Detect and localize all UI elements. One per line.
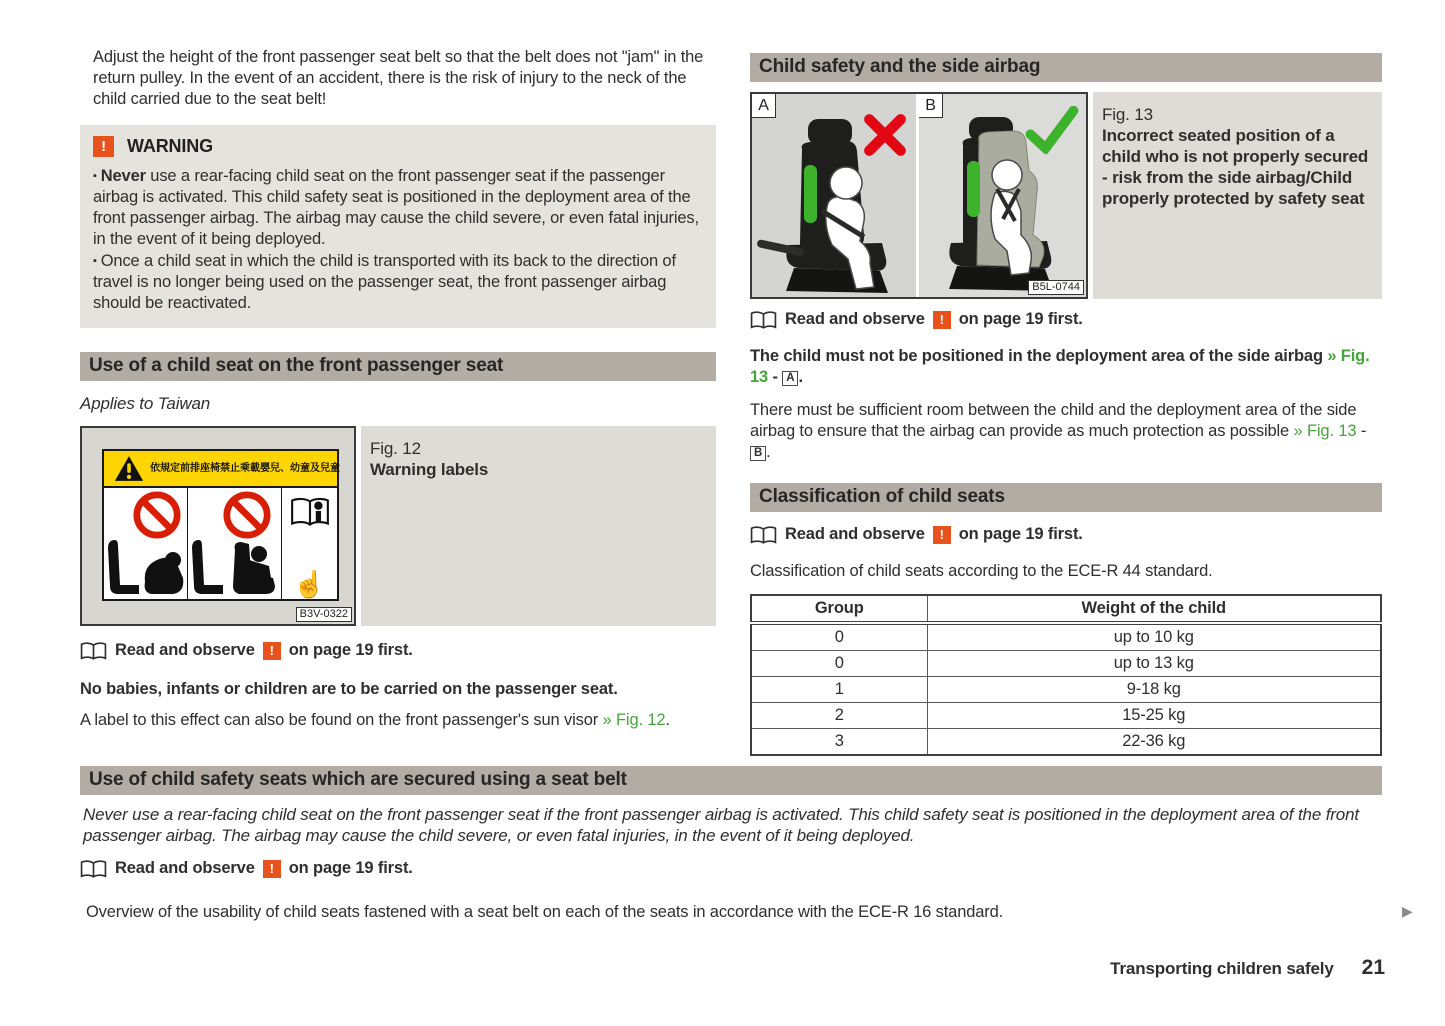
figure-caption-text: Warning labels <box>370 460 489 479</box>
figure-number: Fig. 12 <box>370 439 421 458</box>
ref-box-b: B <box>750 446 766 461</box>
read-observe-text: Read and observe <box>115 641 255 659</box>
fig13-link-b[interactable]: » Fig. 13 <box>1293 422 1357 440</box>
period: . <box>798 368 803 386</box>
table-header-weight: Weight of the child <box>927 595 1381 623</box>
label-cell-child <box>188 488 282 599</box>
panel-label-a: A <box>752 94 776 118</box>
no-babies-note: No babies, infants or children are to be carried on the passenger seat. <box>80 680 618 698</box>
figure-13-image <box>750 92 1088 299</box>
table-continuation-arrow-icon: ▶ <box>1402 903 1413 919</box>
weight-cell: up to 13 kg <box>927 651 1381 677</box>
weight-cell: up to 10 kg <box>927 623 1381 651</box>
overview-line: Overview of the usability of child seats fastened with a seat belt on each of the seats in accordance with the ECE-R 16 standard. <box>86 903 1004 921</box>
book-icon <box>750 525 777 545</box>
table-row <box>751 651 1381 677</box>
warning-label <box>102 449 339 601</box>
group-cell: 3 <box>751 729 927 756</box>
belt-note-italic: Never use a rear-facing child seat on the front passenger seat if the front passenger airbag is activated. This child safety seat is positioned in the deployment area of the front passenger airbag. The airbag may cause the child severe, or even fatal injuries, in the event of it being deployed. <box>83 805 1359 845</box>
classification-intro: Classification of child seats according to the ECE-R 44 standard. <box>750 562 1213 580</box>
bullet-icon: ▪ <box>93 170 97 182</box>
figure-caption-text: Incorrect seated position of a child who is not properly secured - risk from the side airbag/Child properly protected by safety seat <box>1102 126 1369 208</box>
read-observe-text: on page 19 first. <box>288 641 413 659</box>
ref-box-a: A <box>782 371 798 386</box>
group-cell: 2 <box>751 703 927 729</box>
cross-mark-icon <box>862 112 908 158</box>
read-and-observe-line <box>750 524 1382 545</box>
room-note-text: There must be sufficient room between the child and the deployment area of the side airbag to ensure that the airbag can provide as much protection as possible <box>750 401 1357 440</box>
warning-icon: ! <box>93 136 114 157</box>
label-cell-infant <box>104 488 188 599</box>
read-observe-text: Read and observe <box>785 310 925 328</box>
group-cell: 0 <box>751 651 927 677</box>
group-cell: 0 <box>751 623 927 651</box>
read-and-observe-line <box>750 309 1382 330</box>
table-header-row <box>751 595 1381 623</box>
book-icon <box>80 641 107 661</box>
warning-label-text-zh: 依規定前排座椅禁止乘載嬰兒、幼童及兒童 <box>150 463 340 474</box>
warning-item-text: use a rear-facing child seat on the front passenger seat if the passenger airbag is activated. This child safety seat is positioned in the deployment area of the front passenger airbag. The airbag may cause the child severe, or even fatal injuries, in the event of it being deployed. <box>93 167 699 248</box>
group-cell: 1 <box>751 677 927 703</box>
classification-table <box>750 594 1382 756</box>
warning-item <box>93 251 702 314</box>
warning-ref-icon: ! <box>263 642 281 660</box>
section-header-belt-seats: Use of child safety seats which are secured using a seat belt <box>80 766 1382 795</box>
seat-infant-pictogram <box>107 540 185 596</box>
read-observe-text: on page 19 first. <box>958 525 1083 543</box>
read-observe-text: on page 19 first. <box>288 859 413 877</box>
figure-12 <box>80 426 716 626</box>
warning-item-text: Once a child seat in which the child is transported with its back to the direction of travel is no longer being used on the passenger seat, the front passenger airbag should be reactivated. <box>93 252 676 312</box>
warning-ref-icon: ! <box>933 311 951 329</box>
table-row <box>751 729 1381 756</box>
book-icon <box>750 310 777 330</box>
prohibition-icon <box>223 491 271 539</box>
table-row <box>751 703 1381 729</box>
figure-13-panel-a <box>752 94 916 297</box>
read-observe-text: Read and observe <box>785 525 925 543</box>
figure-code-badge: B3V-0322 <box>296 607 352 622</box>
read-observe-text: Read and observe <box>115 859 255 877</box>
seat-child-pictogram <box>191 540 279 596</box>
book-icon <box>80 859 107 879</box>
fig12-link[interactable]: » Fig. 12 <box>602 711 666 729</box>
period: . <box>766 443 771 461</box>
intro-paragraph: Adjust the height of the front passenger seat belt so that the belt does not "jam" in the return pulley. In the event of an accident, there is the risk of injury to the neck of the child carried due to the seat belt! <box>93 48 704 108</box>
dash: - <box>1356 422 1367 440</box>
table-row <box>751 677 1381 703</box>
room-note <box>750 400 1382 463</box>
warning-box <box>80 125 716 328</box>
table-row <box>751 623 1381 651</box>
side-airbag-note-text: The child must not be positioned in the deployment area of the side airbag <box>750 347 1323 365</box>
check-mark-icon <box>1024 106 1080 154</box>
footer-page-number: 21 <box>1361 956 1385 979</box>
left-column <box>80 47 716 731</box>
figure-13-caption <box>1093 92 1382 299</box>
weight-cell: 9-18 kg <box>927 677 1381 703</box>
warning-triangle-icon <box>114 455 144 482</box>
prohibition-icon <box>133 491 181 539</box>
bottom-section <box>80 766 1382 923</box>
weight-cell: 22-36 kg <box>927 729 1381 756</box>
weight-cell: 15-25 kg <box>927 703 1381 729</box>
period: . <box>665 711 670 729</box>
section-header-classification: Classification of child seats <box>750 483 1382 512</box>
visor-note-text: A label to this effect can also be found on the front passenger's sun visor <box>80 711 599 729</box>
side-airbag-note <box>750 346 1382 388</box>
table-header-group: Group <box>751 595 927 623</box>
read-observe-text: on page 19 first. <box>958 310 1083 328</box>
section-header-side-airbag: Child safety and the side airbag <box>750 53 1382 82</box>
figure-13 <box>750 92 1382 299</box>
page-footer <box>1110 957 1385 979</box>
warning-item <box>93 166 702 250</box>
figure-12-caption <box>361 426 716 626</box>
read-and-observe-line <box>80 640 716 661</box>
warning-ref-icon: ! <box>263 860 281 878</box>
fig13-link-a[interactable]: » Fig. 13 <box>750 347 1370 386</box>
figure-number: Fig. 13 <box>1102 105 1153 124</box>
figure-12-image <box>80 426 356 626</box>
info-book-icon <box>289 496 331 528</box>
footer-section-title: Transporting children safely <box>1110 959 1334 978</box>
applies-note: Applies to Taiwan <box>80 394 211 413</box>
warning-label-band <box>104 451 340 488</box>
bullet-icon: ▪ <box>93 255 97 267</box>
read-and-observe-line <box>80 858 1382 879</box>
warning-item-bold: Never <box>100 167 146 185</box>
panel-label-b: B <box>919 94 943 118</box>
section-header-child-seat-front: Use of a child seat on the front passenger seat <box>80 352 716 381</box>
warning-title: WARNING <box>127 136 213 156</box>
figure-code-badge: B5L-0744 <box>1028 280 1084 295</box>
warning-ref-icon: ! <box>933 526 951 544</box>
right-column <box>750 53 1382 756</box>
visor-note <box>80 710 716 731</box>
dash: - <box>768 368 783 386</box>
label-cell-manual <box>282 488 337 599</box>
pointing-hand-icon: ☝ <box>293 569 326 599</box>
figure-13-panel-b <box>919 94 1086 297</box>
